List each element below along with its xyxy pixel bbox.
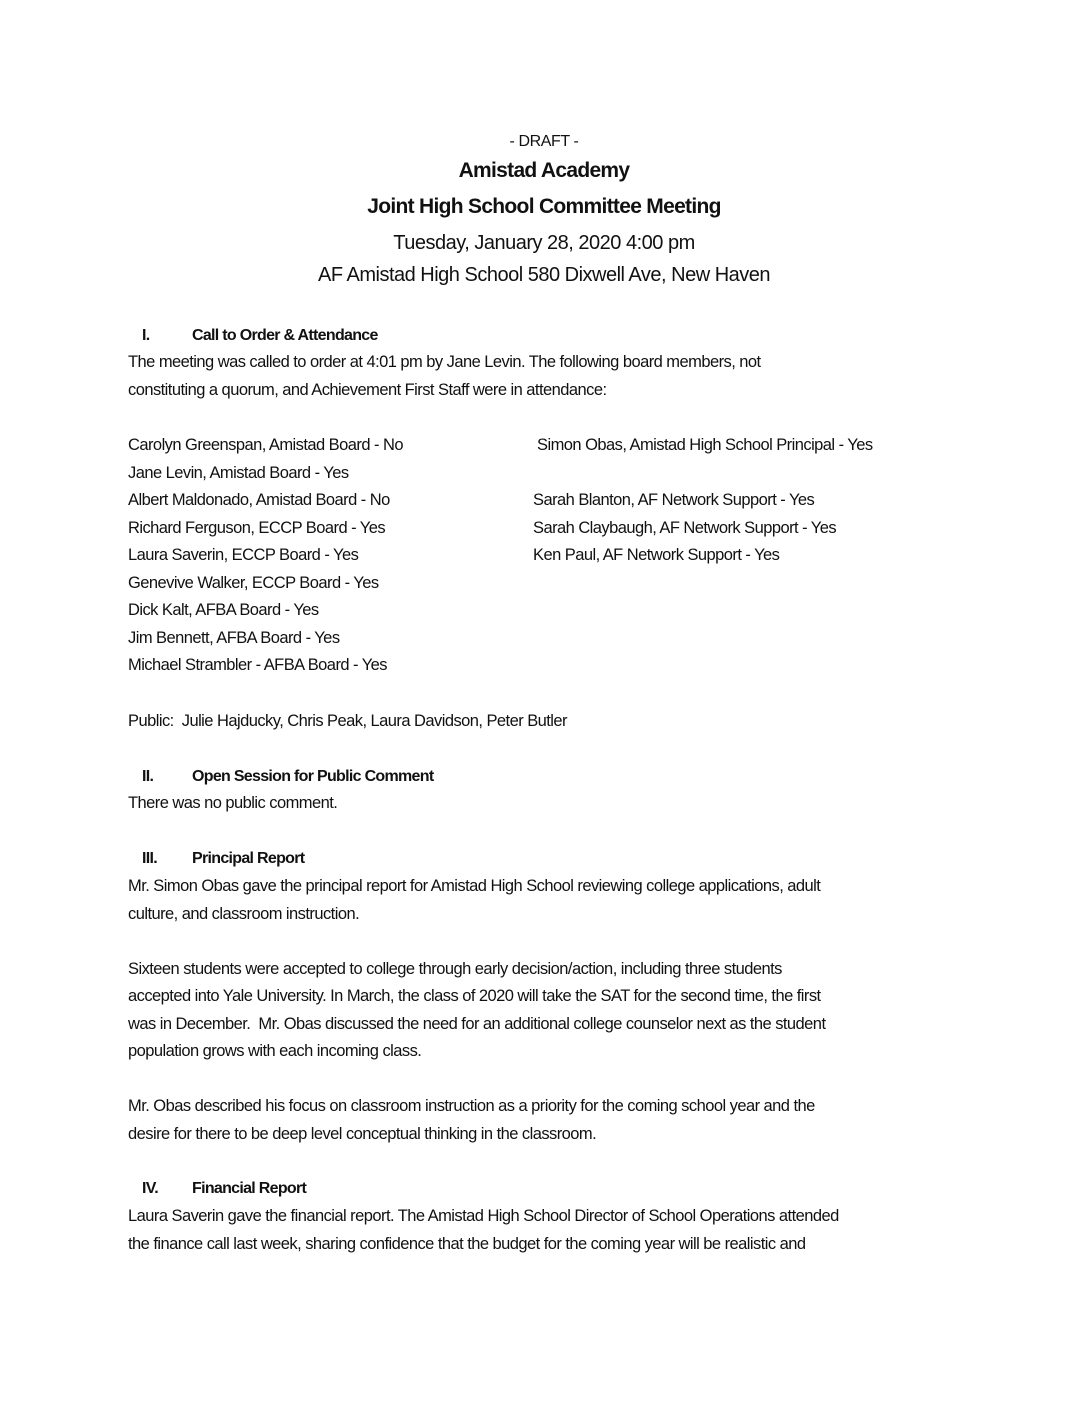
attendee: Sarah Claybaugh, AF Network Support - Yes [533, 518, 837, 537]
attendee: Jim Bennett, AFBA Board - Yes [128, 628, 340, 647]
attendee: Dick Kalt, AFBA Board - Yes [128, 601, 319, 619]
section-title: Principal Report [192, 850, 305, 867]
section-number: IV. [142, 1180, 158, 1197]
paragraph-line: Sixteen students were accepted to college through early decision/action, including three students [128, 959, 782, 978]
section-body-call-to-order [128, 349, 968, 404]
paragraph-line: Mr. Simon Obas gave the principal report for Amistad High School reviewing college applications, adult [128, 877, 821, 895]
section-title: Financial Report [192, 1180, 307, 1197]
attendee: Richard Ferguson, ECCP Board - Yes [128, 518, 386, 537]
blank-line [128, 1066, 968, 1094]
section-body-financial-report [128, 1203, 968, 1258]
attendee: Albert Maldonado, Amistad Board - No [128, 491, 390, 509]
meeting-datetime: Tuesday, January 28, 2020 4:00 pm [393, 232, 695, 254]
paragraph-line: population grows with each incoming class. [128, 1042, 422, 1060]
paragraph-line: constituting a quorum, and Achievement First Staff were in attendance: [128, 380, 607, 399]
paragraph-line: culture, and classroom instruction. [128, 904, 360, 923]
attendance-left-column [128, 432, 403, 680]
section-title: Call to Order & Attendance [192, 327, 378, 344]
section-body-public-comment [128, 790, 968, 818]
section-number: III. [142, 850, 157, 867]
organization-title: Amistad Academy [458, 159, 630, 182]
attendee: Genevive Walker, ECCP Board - Yes [128, 573, 379, 592]
paragraph-line: Laura Saverin gave the financial report. The Amistad High School Director of School Operations attended [128, 1207, 839, 1225]
section-number: II. [142, 768, 154, 785]
attendee: Jane Levin, Amistad Board - Yes [128, 463, 349, 482]
public-attendees: Public: Julie Hajducky, Chris Peak, Laura Davidson, Peter Butler [128, 712, 567, 730]
paragraph-line: the finance call last week, sharing confidence that the budget for the coming year will be realistic and [128, 1234, 806, 1253]
attendee: Ken Paul, AF Network Support - Yes [533, 546, 780, 564]
paragraph-line: Mr. Obas described his focus on classroom instruction as a priority for the coming school year and the [128, 1097, 815, 1115]
meeting-title: Joint High School Committee Meeting [367, 195, 721, 218]
blank-line [128, 928, 968, 956]
section-title: Open Session for Public Comment [192, 768, 434, 785]
attendee: Sarah Blanton, AF Network Support - Yes [533, 491, 815, 509]
meeting-location: AF Amistad High School 580 Dixwell Ave, New Haven [317, 264, 771, 286]
section-number: I. [142, 327, 150, 344]
paragraph-line: was in December. Mr. Obas discussed the need for an additional college counselor next as the student [128, 1014, 826, 1033]
blank-line [533, 460, 873, 488]
paragraph-line: desire for there to be deep level conceptual thinking in the classroom. [128, 1124, 597, 1143]
section-heading-principal-report [128, 845, 304, 873]
paragraph-line: The meeting was called to order at 4:01 pm by Jane Levin. The following board members, not [128, 353, 761, 371]
section-heading-financial-report [128, 1175, 306, 1203]
attendee: Carolyn Greenspan, Amistad Board - No [128, 436, 403, 454]
paragraph-line: accepted into Yale University. In March, the class of 2020 will take the SAT for the second time, the first [128, 987, 821, 1005]
attendee: Laura Saverin, ECCP Board - Yes [128, 546, 359, 564]
paragraph-line: There was no public comment. [128, 794, 338, 812]
section-body-principal-report [128, 873, 968, 1148]
section-heading-call-to-order [128, 322, 378, 350]
attendee: Michael Strambler - AFBA Board - Yes [128, 656, 387, 674]
section-heading-public-comment [128, 763, 433, 791]
attendee: Simon Obas, Amistad High School Principal - Yes [533, 436, 873, 454]
draft-label: - DRAFT - [509, 133, 579, 150]
attendance-right-column [533, 432, 873, 570]
